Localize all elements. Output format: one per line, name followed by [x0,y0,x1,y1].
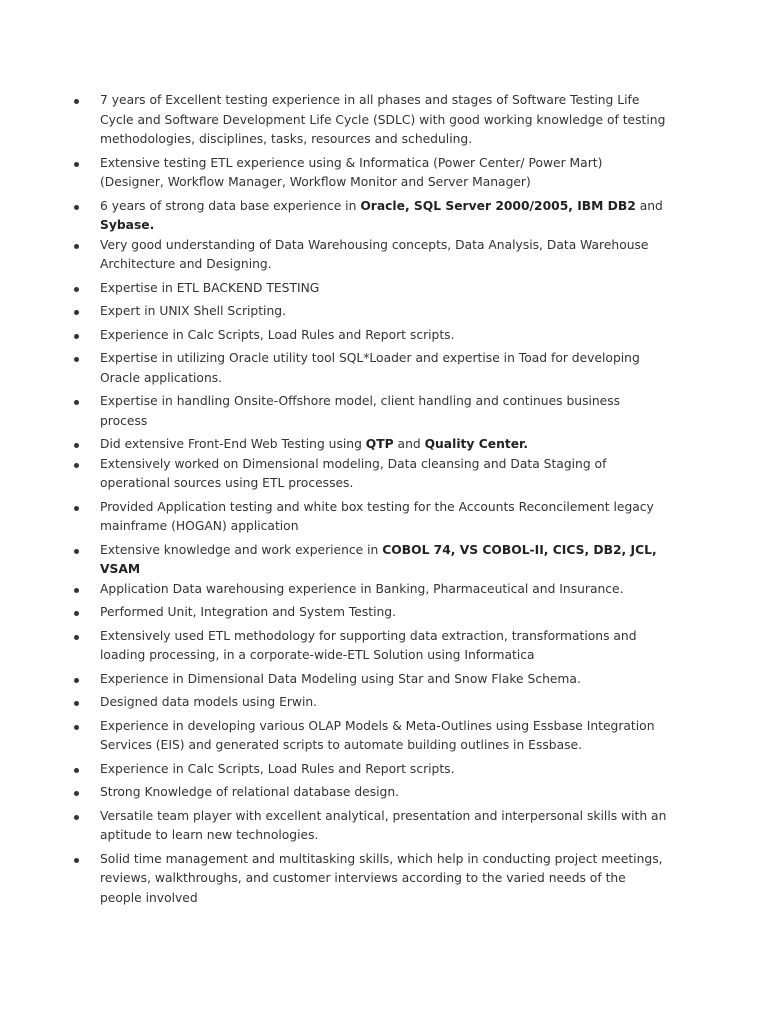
bullet-icon [74,205,79,210]
list-item [70,326,670,346]
list-item-text: Extensive knowledge and work experience in [100,542,383,557]
list-item [70,91,670,150]
list-item [70,154,670,193]
list-item-text: and [393,437,425,451]
list-item [70,693,670,713]
bullet-icon [74,443,79,448]
list-item-text: Experience in developing various OLAP Models & Meta-Outlines using Essbase Integration Services (EIS) and generated scripts to automate building outlines in Essbase. [100,718,655,752]
list-item-text: Provided Application testing and white box testing for the Accounts Reconcilement legacy mainframe (HOGAN) application [100,499,654,533]
list-item-text: Expertise in ETL BACKEND TESTING [100,280,320,295]
list-item [70,580,670,600]
bullet-icon [74,99,79,104]
list-item-text: Expert in UNIX Shell Scripting. [100,304,286,318]
list-item [70,603,670,623]
list-item [70,435,670,455]
list-item [70,349,670,388]
bullet-icon [74,791,79,796]
list-item-text: Expertise in utilizing Oracle utility tool SQL*Loader and expertise in Toad for developing Oracle applications. [100,351,640,385]
list-item-text: Performed Unit, Integration and System Testing. [100,605,397,619]
list-item-text: Extensive testing ETL experience using & Informatica (Power Center/ Power Mart) (Designer, Workflow Manager, Workflow Monitor and Server Manager) [100,155,603,189]
bullet-icon [74,357,79,362]
list-item-text: Expertise in handling Onsite-Offshore model, client handling and continues business process [100,394,621,428]
list-item-bold-text: Quality Center. [424,437,529,451]
list-item [70,670,670,690]
list-item-bold-text: COBOL 74, VS COBOL-II, CICS, DB2, JCL, VSAM [100,542,657,576]
bullet-icon [74,244,79,249]
list-item-text: Designed data models using Erwin. [100,695,318,709]
list-item [70,760,670,780]
bullet-icon [74,588,79,593]
list-item-text: Extensively worked on Dimensional modeling, Data cleansing and Data Staging of operational sources using ETL processes. [100,456,607,490]
list-item [70,850,670,909]
list-item-bold-text: Sybase. [100,218,155,232]
bullet-icon [74,611,79,616]
list-item-text: Experience in Calc Scripts, Load Rules and Report scripts. [100,761,455,776]
list-item [70,197,670,236]
bullet-icon [74,287,79,292]
bullet-icon [74,678,79,683]
bullet-icon [74,334,79,339]
list-item-text: Experience in Calc Scripts, Load Rules and Report scripts. [100,327,455,342]
list-item-text: Solid time management and multitasking skills, which help in conducting project meetings, reviews, walkthroughs, and customer interviews according to the varied needs of the people involved [100,851,663,905]
bullet-icon [74,310,79,315]
bullet-list [70,91,670,912]
list-item-text: Experience in Dimensional Data Modeling using Star and Snow Flake Schema. [100,671,581,686]
bullet-icon [74,815,79,820]
bullet-icon [74,725,79,730]
bullet-icon [74,635,79,640]
list-item-bold-text: Oracle, SQL Server 2000/2005, IBM DB2 [360,198,636,213]
list-item-text: Strong Knowledge of relational database design. [100,785,400,799]
list-item [70,302,670,322]
bullet-icon [74,162,79,167]
list-item [70,279,670,299]
bullet-icon [74,463,79,468]
list-item-bold-text: QTP [365,437,394,451]
list-item [70,717,670,756]
list-item [70,498,670,537]
list-item [70,236,670,275]
bullet-icon [74,858,79,863]
list-item-text: Did extensive Front-End Web Testing using [100,437,366,451]
list-item [70,541,670,580]
bullet-icon [74,701,79,706]
bullet-icon [74,549,79,554]
list-item [70,455,670,494]
bullet-icon [74,400,79,405]
list-item-text: Application Data warehousing experience in Banking, Pharmaceutical and Insurance. [100,581,624,596]
list-item-text: 6 years of strong data base experience in [100,198,361,213]
list-item-text: and [635,198,663,213]
list-item-text: Extensively used ETL methodology for supporting data extraction, transformations and loading processing, in a corporate-wide-ETL Solution using Informatica [100,628,637,662]
bullet-icon [74,506,79,511]
list-item [70,783,670,803]
list-item-text: Versatile team player with excellent analytical, presentation and interpersonal skills with an aptitude to learn new technologies. [100,808,667,842]
list-item-text: 7 years of Excellent testing experience in all phases and stages of Software Testing Life Cycle and Software Development Life Cycle (SDLC) with good working knowledge of testing methodologies, disciplines, tasks, resources and scheduling. [100,93,666,146]
list-item [70,392,670,431]
bullet-icon [74,768,79,773]
list-item-text: Very good understanding of Data Warehousing concepts, Data Analysis, Data Warehouse Architecture and Designing. [100,237,649,271]
list-item [70,627,670,666]
list-item [70,807,670,846]
